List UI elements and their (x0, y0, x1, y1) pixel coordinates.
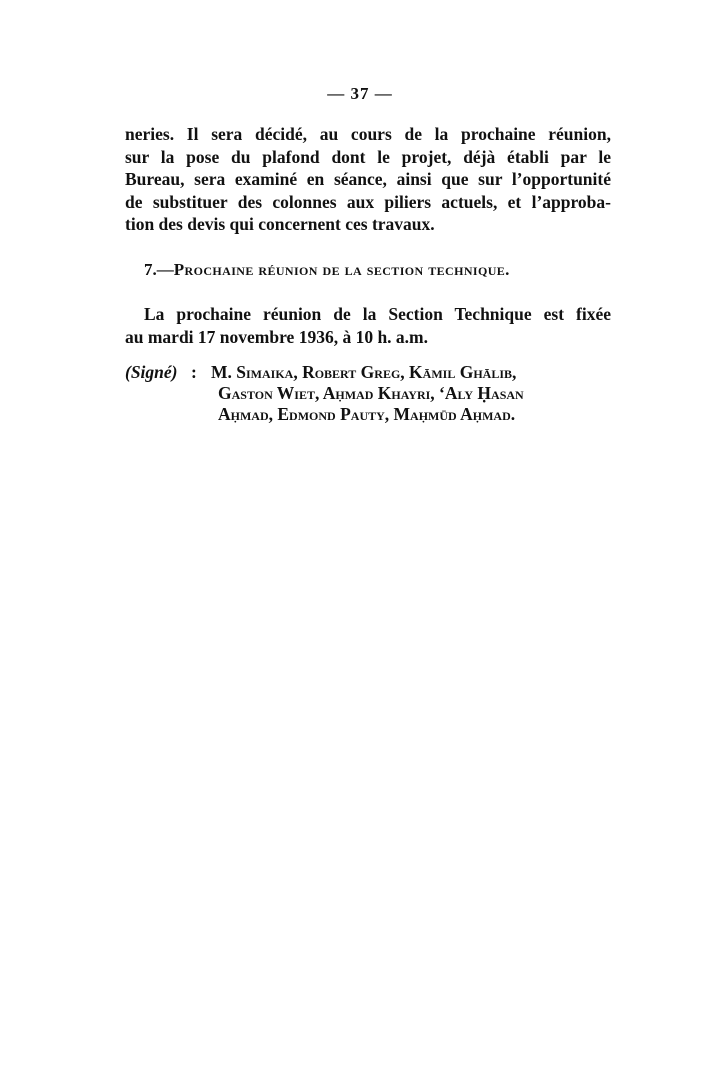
signature-names (211, 362, 611, 425)
paragraph-line: tion des devis qui concernent ces travaux. (125, 214, 435, 234)
paragraph-next-meeting (125, 303, 611, 348)
paragraph-line: de substituer des colonnes aux piliers actuels, et l’approba- (125, 191, 611, 212)
paragraph-line: Bureau, sera examiné en séance, ainsi que sur l’opportunité (125, 169, 611, 189)
paragraph-line: La prochaine réunion de la Section Technique est fixée (144, 304, 611, 324)
paragraph-minutes-continued (125, 123, 611, 236)
page-number: — 37 — (327, 84, 393, 103)
signature-colon: : (191, 362, 197, 382)
paragraph-line: neries. Il sera décidé, au cours de la prochaine réunion, (125, 124, 611, 144)
paragraph-line: sur la pose du plafond dont le projet, déjà établi par le (125, 146, 611, 167)
section-heading-number: 7.— (144, 260, 174, 279)
paragraph-line: au mardi 17 novembre 1936, à 10 h. a.m. (125, 326, 429, 347)
section-heading-title: Prochaine réunion de la section technique. (173, 260, 510, 279)
signature-label: (Signé) (125, 362, 178, 382)
signature-line: M. Simaika, Robert Greg, Kāmil Ghālib, (211, 362, 517, 382)
signature-line: Aḥmad, Edmond Pauty, Maḥmūd Aḥmad. (218, 404, 516, 424)
section-heading (144, 260, 510, 280)
signature-line: Gaston Wiet, Aḥmad Khayri, ‘Aly Ḥasan (218, 383, 524, 403)
